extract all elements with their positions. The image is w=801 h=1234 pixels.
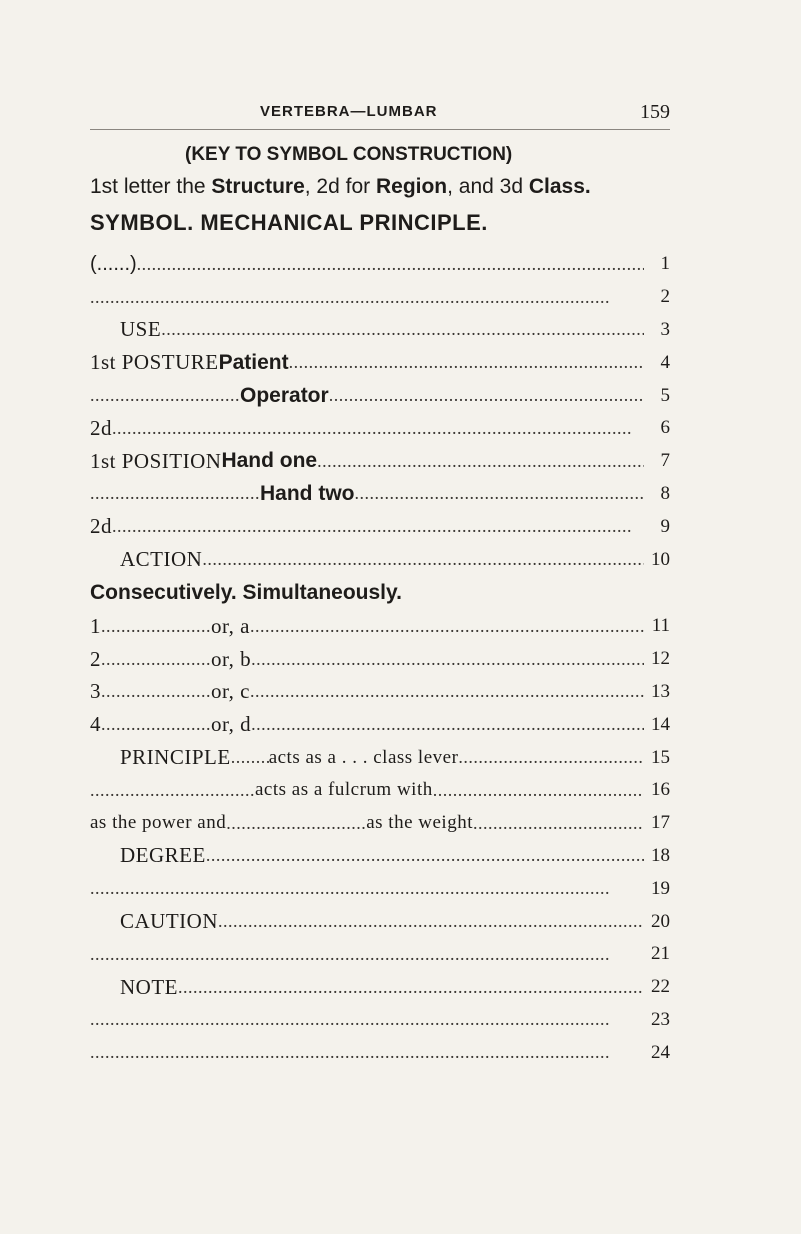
dot-leader [90,1008,644,1031]
dot-leader [355,482,645,505]
key-caption: (KEY TO SYMBOL CONSTRUCTION) [185,144,513,165]
row-20-text: CAUTION [120,909,218,934]
dot-leader [90,943,644,966]
list-row-9 [90,510,670,543]
row-7-number: 7 [660,450,670,472]
intro-text-1: 1st letter the [90,175,212,198]
dot-leader [112,417,644,440]
intro-structure: Structure [211,175,305,198]
intro-class: Class. [528,175,591,198]
row-16-text: acts as a fulcrum with [255,779,433,801]
intro-line [90,175,591,199]
row-11-sub: or, a [211,613,250,638]
symbol-list [90,248,670,1069]
dot-leader [458,746,644,769]
list-row-7 [90,445,670,478]
header-rule [90,129,670,130]
dot-leader [317,450,644,473]
dot-leader [90,1041,644,1064]
dot-leader [251,713,644,736]
row-15-number: 15 [651,746,670,768]
row-19-number: 19 [651,877,670,899]
intro-text-2: , 2d for [304,175,376,198]
row-13-label: 3 [90,679,101,704]
list-row-24 [90,1036,670,1069]
row-10-text: ACTION [120,547,203,572]
dot-leader [90,779,255,802]
dot-leader [161,318,644,341]
row-16-number: 16 [651,779,670,801]
dot-leader [90,877,644,900]
list-row-23 [90,1004,670,1037]
row-10-number: 10 [651,548,670,570]
row-2-number: 2 [660,286,670,308]
row-14-number: 14 [651,713,670,735]
dot-leader [90,286,644,309]
list-row-6 [90,412,670,445]
row-6-text: 2d [90,415,112,440]
intro-text-3: , and 3d [447,175,529,198]
row-4-label: 1st POSTURE [90,350,219,375]
dot-leader [329,384,644,407]
row-12-sub: or, b [211,646,252,671]
list-row-15 [90,741,670,774]
dot-leader [101,680,211,703]
dot-leader [101,615,211,638]
row-15-sub: acts as a . . . class lever [268,746,459,768]
row-7-sub: Hand one [221,449,318,473]
list-row-22 [90,971,670,1004]
row-11-number: 11 [651,615,670,637]
dot-leader [90,384,240,407]
list-row-11 [90,610,670,643]
row-18-number: 18 [651,844,670,866]
list-row-17 [90,807,670,840]
dot-leader [206,844,644,867]
row-13-sub: or, c [211,679,250,704]
row-5-text: Operator [240,383,329,407]
row-14-sub: or, d [211,712,252,737]
row-9-number: 9 [660,515,670,537]
dot-leader [250,680,644,703]
list-row-13 [90,676,670,709]
dot-leader [178,976,644,999]
row-5-number: 5 [660,384,670,406]
row-13-number: 13 [651,680,670,702]
list-row-20 [90,905,670,938]
dot-leader [218,910,644,933]
list-row-10 [90,543,670,576]
dot-leader [137,253,644,276]
dot-leader [101,648,211,671]
dot-leader [473,812,644,835]
row-24-number: 24 [651,1041,670,1063]
intro-region: Region [375,175,448,198]
row-15-label: PRINCIPLE [120,745,231,770]
list-row-19 [90,872,670,905]
page-number: 159 [640,101,670,123]
list-row-21 [90,938,670,971]
list-row-12 [90,643,670,676]
dot-leader [112,515,644,538]
subheading: Consecutively. Simultaneously. [90,580,402,604]
row-22-text: NOTE [120,974,178,999]
dot-leader [202,548,644,571]
row-12-label: 2 [90,646,101,671]
dot-leader [289,351,644,374]
dot-leader [231,746,269,769]
row-1-text: (......) [90,252,137,275]
running-head [90,103,670,133]
row-12-number: 12 [651,648,670,670]
running-head-title: VERTEBRA—LUMBAR [260,103,438,120]
dot-leader [250,615,644,638]
dot-leader [226,812,366,835]
list-row-16 [90,774,670,807]
row-17-sub: as the weight [366,812,473,834]
dot-leader [101,713,211,736]
row-17-label: as the power and [90,812,227,834]
list-row-18 [90,840,670,873]
row-17-number: 17 [651,812,670,834]
list-row-2 [90,281,670,314]
row-18-text: DEGREE [120,843,206,868]
row-21-number: 21 [651,943,670,965]
row-14-label: 4 [90,712,101,737]
dot-leader [433,779,644,802]
row-8-number: 8 [660,482,670,504]
row-9-text: 2d [90,514,112,539]
row-1-number: 1 [660,253,670,275]
row-8-text: Hand two [260,481,355,505]
row-11-label: 1 [90,613,101,638]
dot-leader [90,482,260,505]
row-20-number: 20 [651,910,670,932]
row-6-number: 6 [660,417,670,439]
list-row-3 [90,314,670,347]
list-row-5 [90,379,670,412]
row-4-number: 4 [660,351,670,373]
row-22-number: 22 [651,976,670,998]
list-row-1 [90,248,670,281]
row-23-number: 23 [651,1008,670,1030]
dot-leader [251,648,644,671]
row-4-sub: Patient [218,350,289,374]
list-row-8 [90,478,670,511]
row-7-label: 1st POSITION [90,448,222,473]
row-3-number: 3 [660,318,670,340]
row-3-text: USE [120,317,162,342]
list-row-14 [90,708,670,741]
list-row-4 [90,346,670,379]
section-heading: SYMBOL. MECHANICAL PRINCIPLE. [90,210,488,235]
